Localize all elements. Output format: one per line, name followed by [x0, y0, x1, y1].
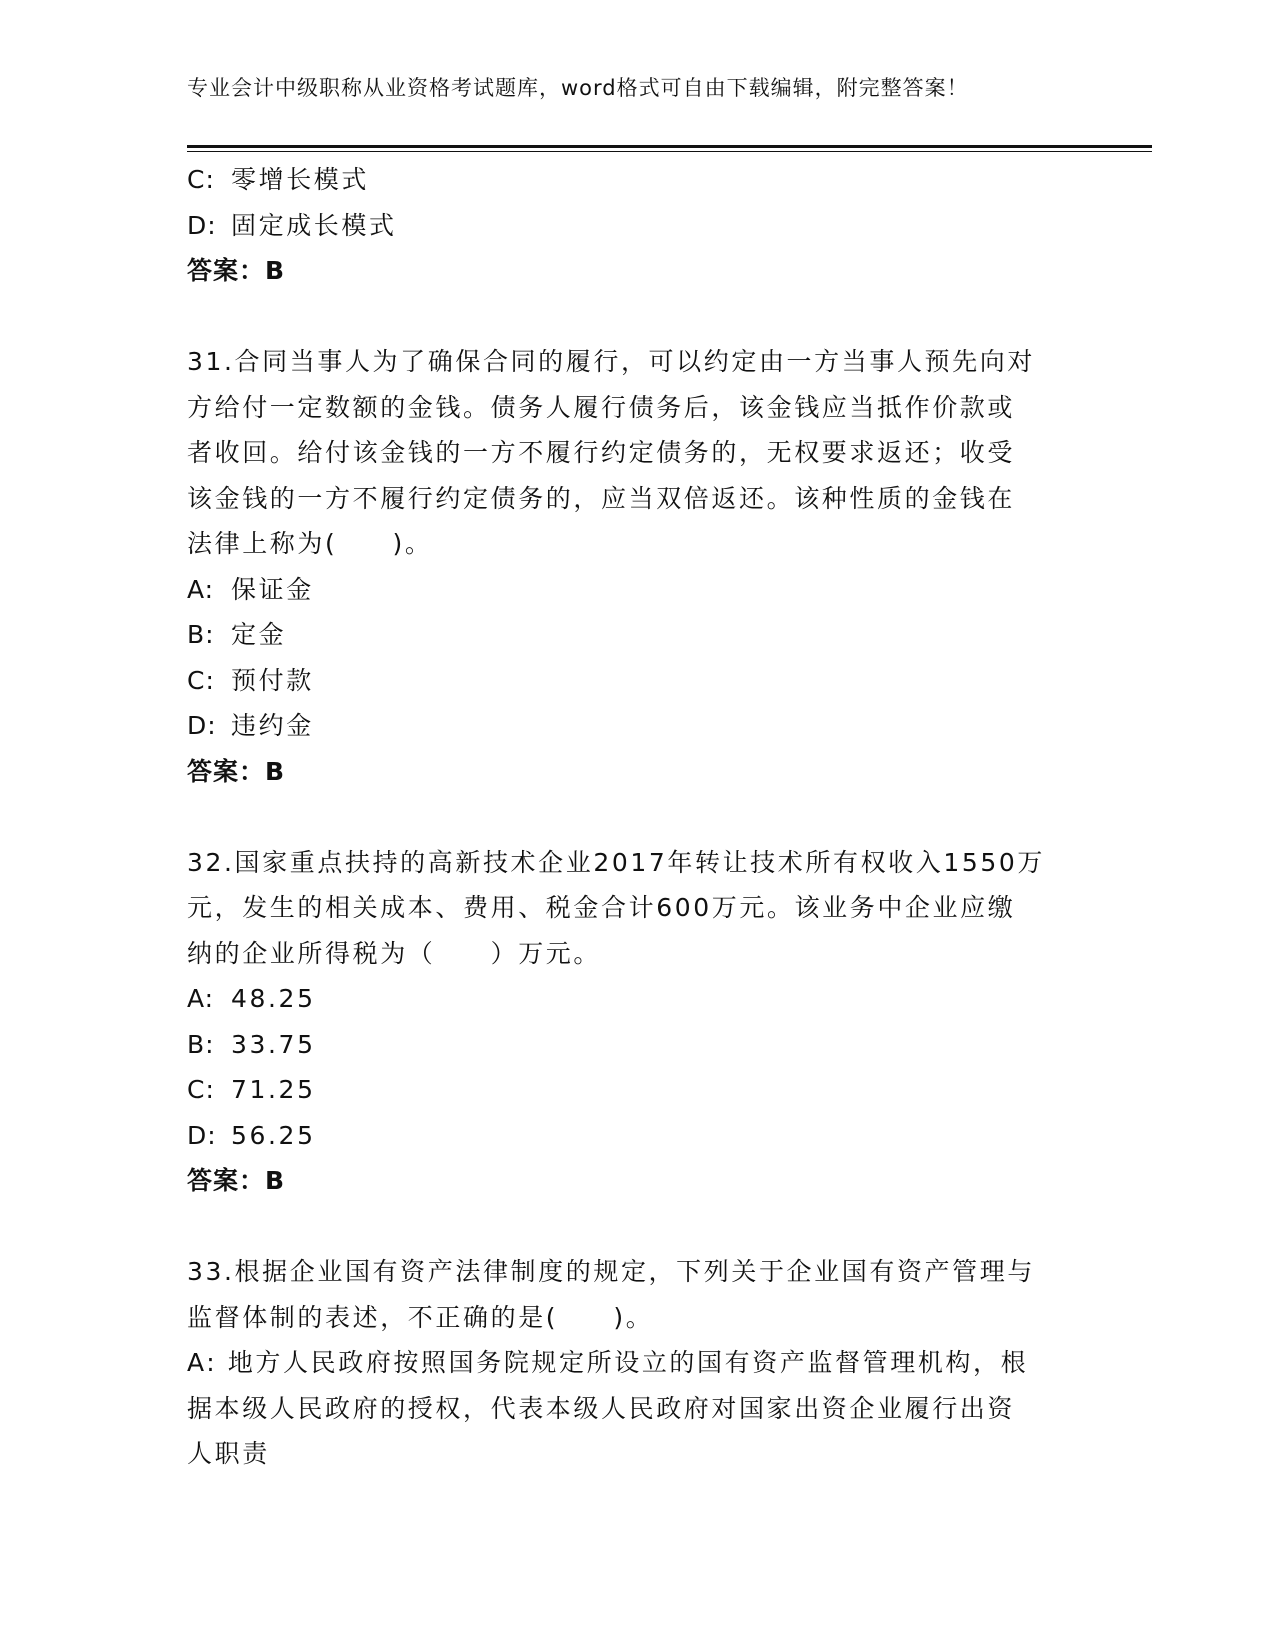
option-letter: D: [187, 1120, 217, 1150]
question-31-line: 者收回。给付该金钱的一方不履行约定债务的，无权要求返还；收受 [187, 438, 1016, 467]
question-32-line: 纳的企业所得税为（ ）万元。 [187, 938, 602, 968]
option-d [187, 703, 1067, 749]
option-b [187, 1022, 1067, 1068]
option-b [187, 612, 1067, 658]
spacer [187, 1204, 1067, 1250]
spacer [187, 794, 1067, 840]
answer-line: 答案：B [187, 756, 286, 786]
option-d [187, 1113, 1067, 1159]
page-header: 专业会计中级职称从业资格考试题库，word格式可自由下载编辑，附完整答案！ [187, 76, 969, 100]
question-33-line: 监督体制的表述，不正确的是( )。 [187, 1302, 654, 1332]
option-a-line: 据本级人民政府的授权，代表本级人民政府对国家出资企业履行出资 [187, 1393, 1016, 1423]
option-text: 48.25 [231, 984, 316, 1013]
question-content [187, 157, 1067, 1477]
option-text: 违约金 [231, 711, 314, 740]
option-a [187, 976, 1067, 1022]
option-letter: D: [187, 210, 217, 240]
option-d [187, 203, 1067, 249]
option-a-line: 人职责 [187, 1439, 270, 1468]
option-letter: A: [187, 574, 215, 604]
option-text: 56.25 [231, 1120, 316, 1150]
option-letter: C: [187, 165, 215, 194]
option-letter: B: [187, 1029, 215, 1059]
question-32-line: 32.国家重点扶持的高新技术企业2017年转让技术所有权收入1550万 [187, 847, 1046, 877]
option-a [187, 567, 1067, 613]
option-text: 固定成长模式 [231, 210, 397, 240]
option-text: 预付款 [231, 665, 314, 695]
option-a-line: A: 地方人民政府按照国务院规定所设立的国有资产监督管理机构，根 [187, 1348, 1029, 1377]
option-letter: D: [187, 711, 217, 740]
option-c [187, 1067, 1067, 1113]
question-31-line: 该金钱的一方不履行约定债务的，应当双倍返还。该种性质的金钱在 [187, 483, 1016, 513]
header-rule-thin [187, 151, 1152, 152]
answer-line: 答案：B [187, 1166, 286, 1195]
option-text: 33.75 [231, 1029, 316, 1059]
option-letter: A: [187, 984, 215, 1013]
option-c [187, 157, 1067, 203]
option-text: 71.25 [231, 1075, 316, 1104]
question-31-line: 方给付一定数额的金钱。债务人履行债务后，该金钱应当抵作价款或 [187, 392, 1016, 422]
question-31-line: 31.合同当事人为了确保合同的履行，可以约定由一方当事人预先向对 [187, 347, 1035, 376]
header-rule-thick [187, 145, 1152, 148]
answer-line: 答案：B [187, 256, 286, 285]
spacer [187, 294, 1067, 340]
question-33-line: 33.根据企业国有资产法律制度的规定，下列关于企业国有资产管理与 [187, 1257, 1035, 1286]
question-31-line: 法律上称为( )。 [187, 529, 433, 558]
option-c [187, 658, 1067, 704]
question-32-line: 元，发生的相关成本、费用、税金合计600万元。该业务中企业应缴 [187, 893, 1016, 922]
option-text: 保证金 [231, 574, 314, 604]
option-letter: B: [187, 620, 215, 649]
option-letter: C: [187, 1075, 215, 1104]
option-text: 零增长模式 [231, 165, 370, 194]
option-text: 定金 [231, 620, 287, 649]
option-letter: C: [187, 665, 215, 695]
